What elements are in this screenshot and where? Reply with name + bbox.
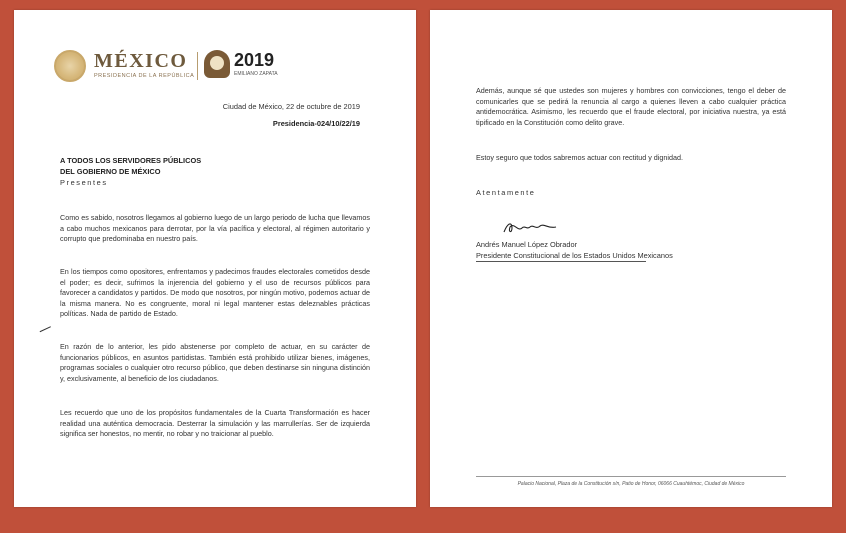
body-paragraph: Como es sabido, nosotros llegamos al gobierno luego de un largo periodo de lucha que llevamos a cabo muchos mexicanos para derrotar, por la vía pacífica y electoral, al régimen autoritario y corrupto que predominaba en nuestro país. — [60, 213, 370, 244]
signature-underline — [476, 261, 646, 262]
national-seal-icon — [54, 50, 86, 82]
letter-page-2 — [430, 10, 832, 507]
zapata-emblem-icon — [204, 50, 230, 78]
margin-check-mark-icon — [37, 321, 51, 332]
letter-date: Ciudad de México, 22 de octubre de 2019 — [222, 102, 360, 111]
letterhead-divider — [197, 52, 198, 80]
addressee-line-3: Presentes — [60, 178, 108, 187]
body-paragraph: En los tiempos como opositores, enfrentamos y padecimos fraudes electorales cometidos desde el poder; es decir, sufrimos la injerencia del gobierno y el uso de recursos públicos para favorecer a candidatos y partidos. De modo que nosotros, por ningún motivo, podemos actuar de la misma manera. No es congruente, moral ni legal mantener estas deleznables prácticas políticas. Nada de partido de Estado. — [60, 267, 370, 319]
addressee-line-2: DEL GOBIERNO DE MÉXICO — [60, 167, 161, 176]
letterhead-title: MÉXICO — [94, 50, 188, 72]
letterhead-year: 2019 — [234, 50, 275, 70]
signer-block — [476, 240, 673, 261]
letterhead-year-subtitle: EMILIANO ZAPATA — [234, 71, 278, 77]
closing-text: Atentamente — [476, 188, 536, 197]
footer-address: Palacio Nacional, Plaza de la Constitución s/n, Patio de Honor, 06066 Cuauhtémoc, Ciudad de México — [517, 481, 745, 487]
body-paragraph: Además, aunque sé que ustedes son mujeres y hombres con convicciones, tengo el deber de comunicarles que se pedirá la renuncia al cargo a quienes lleven a cabo cualquier práctica antidemocrática. Asimismo, les recuerdo que el fraude electoral, por iniciativa nuestra, ya está tipificado en la Constitución como delito grave. — [476, 86, 786, 127]
body-paragraph: En razón de lo anterior, les pido abstenerse por completo de actuar, en su carácter de funcionarios públicos, en asuntos partidistas. También está prohibido utilizar bienes, imágenes, programas sociales o cualquier otro recurso público, que deben destinarse sin ninguna distinción y, exclusivamente, al beneficio de los ciudadanos. — [60, 342, 370, 383]
letter-reference: Presidencia-024/10/22/19 — [272, 119, 360, 128]
body-paragraph: Estoy seguro que todos sabremos actuar con rectitud y dignidad. — [476, 153, 683, 162]
signer-title: Presidente Constitucional de los Estados Unidos Mexicanos — [476, 250, 673, 260]
handwritten-signature-icon — [500, 218, 560, 238]
letterhead-subtitle: PRESIDENCIA DE LA REPÚBLICA — [94, 73, 195, 79]
footer-divider — [476, 476, 786, 477]
addressee-line-1: A TODOS LOS SERVIDORES PÚBLICOS — [60, 156, 202, 165]
letter-page-1 — [14, 10, 416, 507]
signer-name: Andrés Manuel López Obrador — [476, 240, 578, 249]
letterhead-logo — [54, 50, 294, 84]
addressee-block — [60, 155, 201, 188]
body-paragraph: Les recuerdo que uno de los propósitos fundamentales de la Cuarta Transformación es hacer realidad una auténtica democracia. Desterrar la simulación y las marrullerías. Ser de izquierda significa ser honestos, no mentir, no robar y no traicionar al pueblo. — [60, 408, 370, 439]
